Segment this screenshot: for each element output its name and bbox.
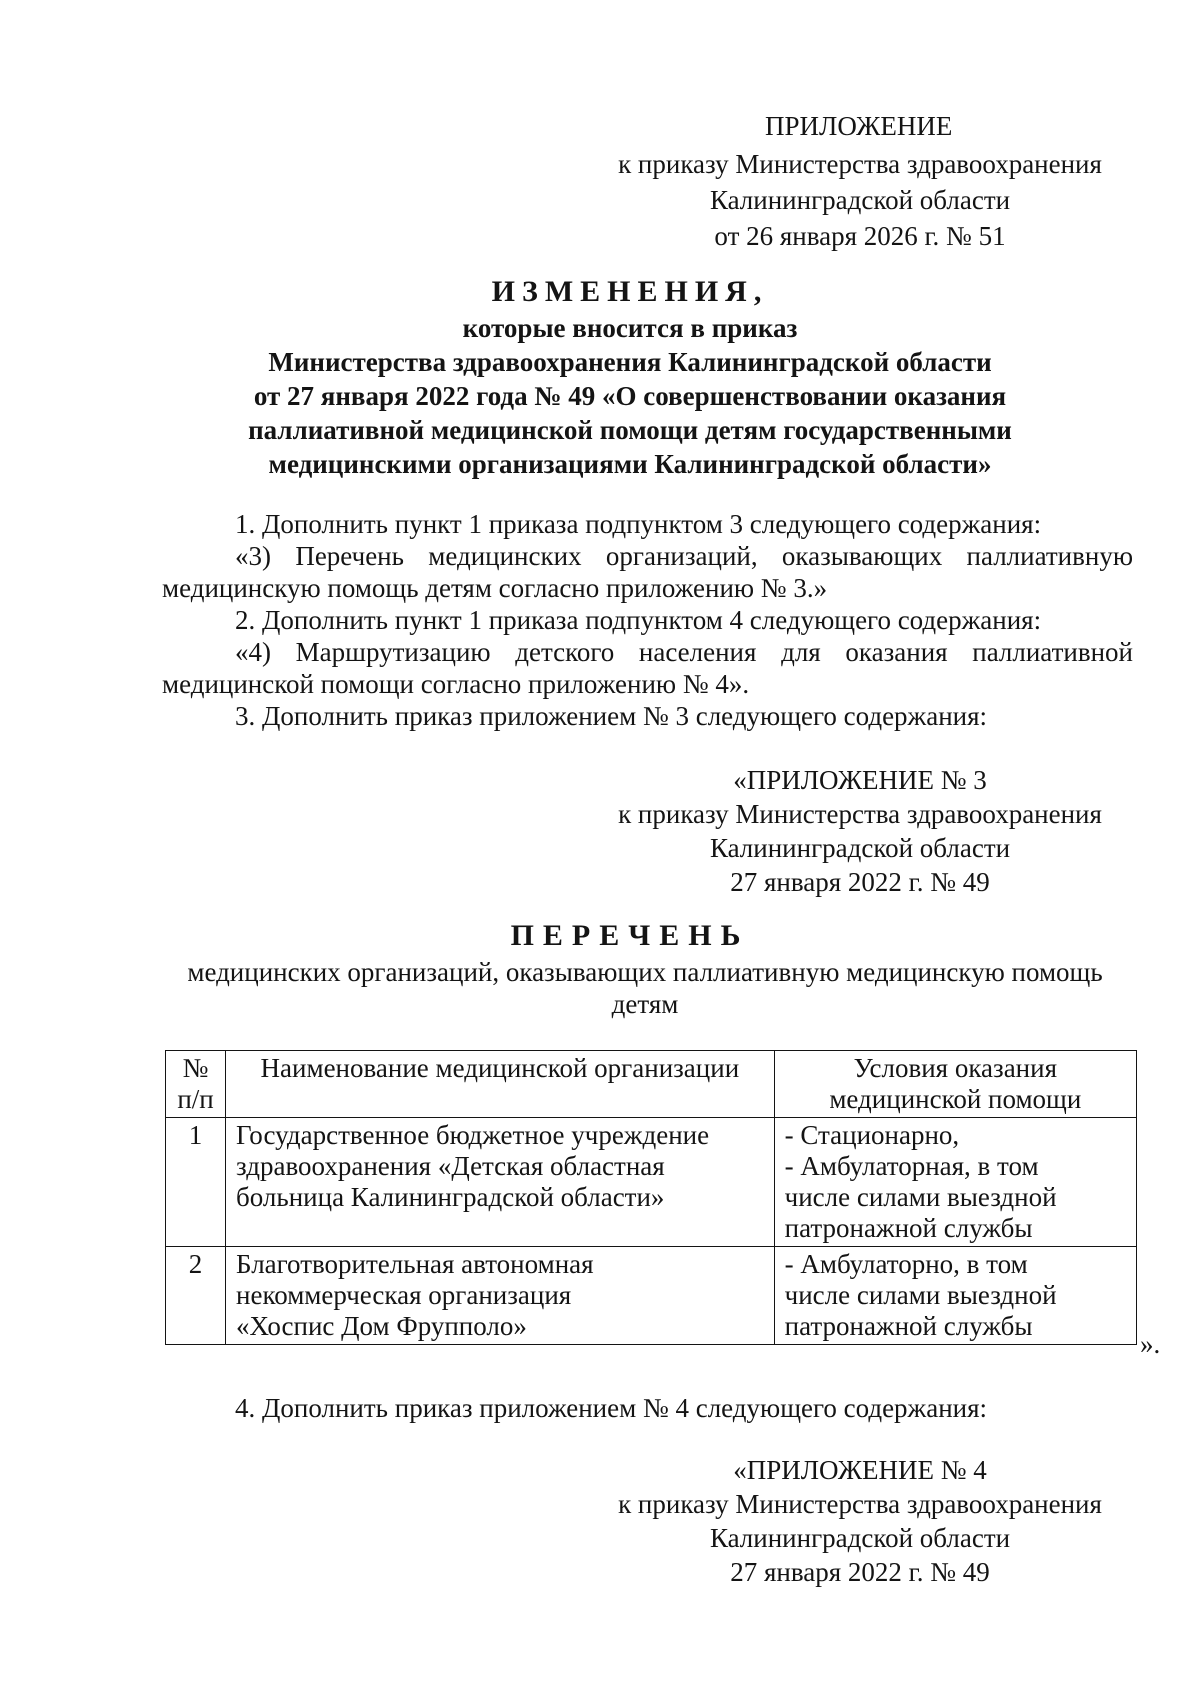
paragraph-2-line1: «3) Перечень медицинских организаций, оказывающих паллиативную: [235, 541, 1133, 571]
row1-name-cell: [226, 1118, 775, 1247]
row2-num: 2: [188, 1249, 203, 1279]
row2-num-cell: [166, 1247, 226, 1345]
paragraph-2-line2: медицинскую помощь детям согласно приложению № 3.»: [162, 573, 828, 603]
paragraph-4-line2: медицинской помощи согласно приложению № 4».: [162, 669, 750, 699]
paragraph-1: 1. Дополнить пункт 1 приказа подпунктом 3 следующего содержания:: [235, 509, 1042, 539]
table-closing-quote: ».: [1140, 1329, 1161, 1359]
row1-cond-line4: патронажной службы: [784, 1213, 1033, 1243]
row2-cond-line3: патронажной службы: [784, 1311, 1033, 1341]
appendix4-line3: 27 января 2022 г. № 49: [730, 1557, 990, 1587]
header-name-cell: [226, 1051, 775, 1118]
row2-cond-line2: числе силами выездной: [784, 1280, 1057, 1310]
list-heading-title: ПЕРЕЧЕНЬ: [510, 919, 750, 952]
appendix3-title: «ПРИЛОЖЕНИЕ № 3: [733, 765, 987, 795]
attachment-line2: Калининградской области: [709, 185, 1011, 215]
attachment-title: ПРИЛОЖЕНИЕ: [765, 111, 953, 141]
header-name: Наименование медицинской организации: [260, 1053, 740, 1083]
row1-name-line1: Государственное бюджетное учреждение: [236, 1120, 710, 1150]
appendix3-line2: Калининградской области: [709, 833, 1011, 863]
heading-line5: медицинскими организациями Калининградской области»: [268, 449, 992, 479]
heading-title: ИЗМЕНЕНИЯ,: [491, 275, 769, 308]
header-cond-cell: [774, 1051, 1136, 1118]
attachment-line3: от 26 января 2026 г. № 51: [714, 221, 1006, 251]
row1-cond-line3: числе силами выездной: [784, 1182, 1057, 1212]
heading-line4: паллиативной медицинской помощи детям государственными: [248, 415, 1012, 445]
organizations-table: [165, 1050, 1137, 1345]
row2-cond-line1: - Амбулаторно, в том: [784, 1249, 1028, 1279]
heading-line2: Министерства здравоохранения Калининградской области: [268, 347, 992, 377]
table-header-row: [166, 1051, 1137, 1118]
attachment-block: [600, 110, 1120, 252]
row2-name-line2: некоммерческая организация: [236, 1280, 572, 1310]
appendix3-block: [600, 764, 1120, 898]
row1-cond-line1: - Стационарно,: [784, 1120, 960, 1150]
header-num-cell: [166, 1051, 226, 1118]
table-row: [166, 1118, 1137, 1247]
list-heading-line1: медицинских организаций, оказывающих паллиативную медицинскую помощь: [187, 957, 1103, 987]
header-num-line1: №: [182, 1053, 209, 1083]
row2-name-cell: [226, 1247, 775, 1345]
appendix3-line3: 27 января 2022 г. № 49: [730, 867, 990, 897]
appendix3-line1: к приказу Министерства здравоохранения: [618, 799, 1102, 829]
table-row: [166, 1247, 1137, 1345]
row1-cond-line2: - Амбулаторная, в том: [784, 1151, 1039, 1181]
appendix4-title: «ПРИЛОЖЕНИЕ № 4: [733, 1455, 987, 1485]
header-cond-line1: Условия оказания: [853, 1053, 1057, 1083]
appendix4-line1: к приказу Министерства здравоохранения: [618, 1489, 1102, 1519]
paragraph-3: 2. Дополнить пункт 1 приказа подпунктом 4 следующего содержания:: [235, 605, 1042, 635]
row2-name-line1: Благотворительная автономная: [236, 1249, 594, 1279]
paragraph-5: 3. Дополнить приказ приложением № 3 следующего содержания:: [235, 701, 988, 731]
appendix4-block: [600, 1454, 1120, 1588]
row2-name-line3: «Хоспис Дом Фрупполо»: [236, 1311, 527, 1341]
paragraph-4-line1: «4) Маршрутизацию детского населения для оказания паллиативной: [235, 637, 1133, 667]
attachment-line1: к приказу Министерства здравоохранения: [618, 149, 1102, 179]
heading-line1: которые вносится в приказ: [462, 313, 798, 343]
heading-line3: от 27 января 2022 года № 49 «О совершенствовании оказания: [253, 381, 1007, 411]
header-cond-line2: медицинской помощи: [829, 1084, 1082, 1114]
paragraph-6: 4. Дополнить приказ приложением № 4 следующего содержания:: [235, 1393, 988, 1423]
row1-cond-cell: [774, 1118, 1136, 1247]
row1-num: 1: [188, 1120, 203, 1150]
header-num-line2: п/п: [177, 1084, 214, 1114]
row1-name-line2: здравоохранения «Детская областная: [236, 1151, 665, 1181]
list-heading-line2: детям: [611, 989, 679, 1019]
row1-name-line3: больница Калининградской области»: [236, 1182, 665, 1212]
row2-cond-cell: [774, 1247, 1136, 1345]
row1-num-cell: [166, 1118, 226, 1247]
appendix4-line2: Калининградской области: [709, 1523, 1011, 1553]
